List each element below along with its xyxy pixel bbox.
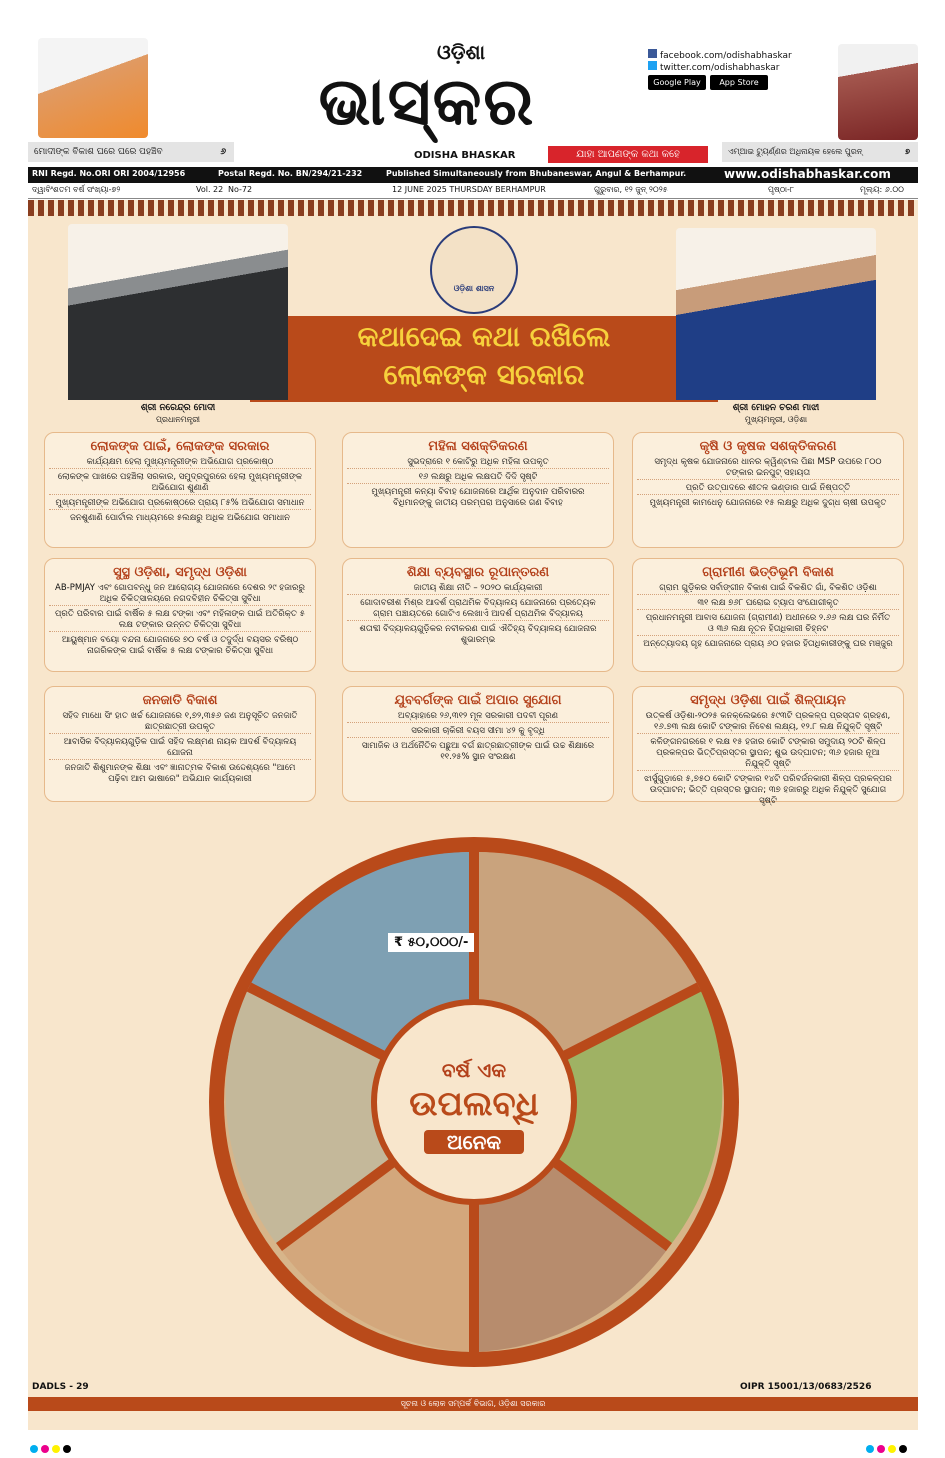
dadls-code: DADLS - 29 <box>32 1382 89 1392</box>
cheque-amount: ₹ ୫୦,୦୦୦/- <box>388 933 474 952</box>
year-number: ଦ୍ୱାବିଂଶତମ ବର୍ଷ ସଂଖ୍ୟା-୭୨ <box>32 185 121 194</box>
odisha-emblem-icon <box>430 226 518 314</box>
achievement-box-line: ୩୧ ଲକ୍ଷ ୭୬୮ ଘରୋଇ ଟ୍ୟାପ ସଂଯୋଗୀକୃତ <box>637 598 899 610</box>
page-count: ପୃଷ୍ଠା-୮ <box>768 185 795 194</box>
achievement-box <box>342 432 614 548</box>
volume: Vol. 22 <box>196 185 224 194</box>
oipr-code: OIPR 15001/13/0683/2526 <box>740 1382 872 1392</box>
achievement-box-line: ଉତ୍କର୍ଷ ଓଡ଼ିଶା-୨୦୨୫ କନକ୍ଲେଭରେ ୫୯୩ଟି ପ୍ରକଳ୍ପ ପ୍ରସ୍ତାବ ଗ୍ରହଣ, ୧୬.୭୩ ଲକ୍ଷ କୋଟି ଟଙ୍କାର ନିବେଶ ଲକ୍ଷ୍ୟ, ୧୨.୮ ଲକ୍ଷ ନିଯୁକ୍ତି ସୃଷ୍ଟି <box>637 711 899 734</box>
headline-line-2: ଲୋକଙ୍କ ସରକାର <box>383 358 585 391</box>
achievement-box-line: ପ୍ରତି ପରିବାର ପାଇଁ ବାର୍ଷିକ ୫ ଲକ୍ଷ ଟଙ୍କା ଏବଂ ମହିଳାଙ୍କ ପାଇଁ ଅତିରିକ୍ତ ୫ ଲକ୍ଷ ଟଙ୍କାର ଉନ୍ନତ ଚିକିତ୍ସା ସୁବିଧା <box>49 609 311 632</box>
achievement-box-line: ଅବ୍ୟାହାରେ ୨୬,୩୧୨ ମୂଳ ସରକାରୀ ପଦବୀ ପୂରଣ <box>347 711 609 723</box>
postal-number: Postal Regd. No. BN/294/21-232 <box>218 169 363 178</box>
achievement-box-line: ସୁଭଦ୍ରାରେ ୧ କୋଟିରୁ ଅଧିକ ମହିଳା ଉପକୃତ <box>347 457 609 469</box>
achievement-box-line: ମୁଖ୍ୟମନ୍ତ୍ରୀ କନ୍ୟା ବିବାହ ଯୋଜନାରେ ଆର୍ଥିକ ଅନୁଦାନ ପରିବାରର ବିଧିମାନଙ୍କୁ ଜାତୀୟ ପରମ୍ପରା ଅନୁସାରେ ଗଣ ବିବାହ <box>371 487 585 508</box>
achievement-box <box>632 686 904 806</box>
achievement-box-line: ଜନଶୁଣାଣି ପୋର୍ଟାଲ ମାଧ୍ୟମରେ ୫ଲକ୍ଷରୁ ଅଧିକ ଅଭିଯୋଗ ସମାଧାନ <box>69 513 291 523</box>
achievement-box-line: ଜନଜାତି ଶିଶୁମାନଙ୍କ ଶିକ୍ଷା ଏବଂ ଜ୍ଞାନାତ୍ମକ ବିକାଶ ଉଦ୍ଦେଶ୍ୟରେ "ଆମେ ପଢ଼ିବା ଆମ ଭାଷାରେ" ଅଭିଯାନ କାର୍ଯ୍ୟକାରୀ <box>64 763 296 784</box>
masthead-logo <box>312 40 542 150</box>
achievement-box-line: କାର୍ଯ୍ୟକ୍ଷମ ହେଲା ମୁଖ୍ୟମନ୍ତ୍ରୀଙ୍କ ଅଭିଯୋଗ ପ୍ରକୋଷ୍ଠ <box>49 457 311 469</box>
achievement-box <box>44 686 316 802</box>
achievement-box-title: ଲୋକଙ୍କ ପାଇଁ, ଲୋକଙ୍କ ସରକାର <box>90 439 270 454</box>
cm-role: ମୁଖ୍ୟମନ୍ତ୍ରୀ, ଓଡ଼ିଶା <box>744 415 808 424</box>
achievement-box-title: ଗ୍ରାମୀଣ ଭିତ୍ତିଭୂମି ବିକାଶ <box>702 565 834 580</box>
achievement-box-title: ସମୃଦ୍ଧ ଓଡ଼ିଶା ପାଇଁ ଶିଳ୍ପାୟନ <box>690 693 846 708</box>
achievement-box <box>44 432 316 548</box>
achievement-box-line: ଅନ୍ତ୍ୟୋଦୟ ଗୃହ ଯୋଜନାରେ ପ୍ରାୟ ୬୦ ହଜାର ହିତାଧିକାରୀଙ୍କୁ ଘର ମଞ୍ଜୁର <box>643 639 893 649</box>
wheel-title-top: ବର୍ଷ ଏକ <box>441 1058 507 1082</box>
twitter-link[interactable]: twitter.com/odishabhaskar <box>648 61 780 73</box>
achievement-box-line: ପ୍ରତି ଉତ୍ପାଦରେ ଶୀତଳ ଭଣ୍ଡାର ପାଇଁ ନିଷ୍ପତ୍ତି <box>637 483 899 495</box>
facebook-link[interactable]: facebook.com/odishabhaskar <box>648 49 792 61</box>
achievement-box-title: ଯୁବବର୍ଗଙ୍କ ପାଇଁ ଅପାର ସୁଯୋଗ <box>394 693 562 708</box>
achievement-box-line: ସହିଦ ମାଧୋ ସିଂ ହାତ ଖର୍ଚ୍ଚ ଯୋଜନାରେ ୧,୭୨,୩୫୬ ଜଣ ଅନୁସୂଚିତ ଜନଜାତି ଛାତ୍ରଛାତ୍ରୀ ଉପକୃତ <box>49 711 311 734</box>
achievement-box <box>342 558 614 672</box>
achievement-box-line: ଗ୍ରାମ ଗୁଡ଼ିକର ସର୍ବାଙ୍ଗୀନ ବିକାଶ ପାଇଁ ବିକଶିତ ଗାଁ, ବିକଶିତ ଓଡ଼ିଶା <box>637 583 899 595</box>
achievement-box <box>632 432 904 548</box>
pm-portrait-photo <box>68 224 288 400</box>
achievement-box-line: ଝାର୍ସୁଗୁଡ଼ାରେ ୫,୭୫୦ କୋଟି ଟଙ୍କାର ୧୪ଟି ପରିବର୍ଜନକାରୀ ଶିଳ୍ପ ପ୍ରକଳ୍ପର ଉଦ୍‌ଘାଟନ; ଭିତ୍ତି ପ୍ରସ୍ତର ସ୍ଥାପନ; ୩୭ ହଜାରରୁ ଅଧିକ ନିଯୁକ୍ତି ସୁଯୋଗ ସୃଷ୍ଟି <box>644 774 892 806</box>
english-name: ODISHA BHASKAR <box>414 150 516 161</box>
wheel-title-bottom: ଅନେକ <box>424 1130 524 1154</box>
achievement-box-line: ଲୋକଙ୍କ ପାଖରେ ପହଞ୍ଚିଲା ସରକାର, ସମୁଦ୍ରପୁରରେ ହେଲା ମୁଖ୍ୟମନ୍ତ୍ରୀଙ୍କ ଅଭିଯୋଗ ଶୁଣାଣି <box>49 472 311 495</box>
achievement-box-line: କଳିଙ୍ଗନଗରରେ ୧ ଲକ୍ଷ ୧୫ ହଜାର କୋଟି ଟଙ୍କାର ସମୁଦାୟ ୨୦ଟି ଶିଳ୍ପ ପ୍ରକଳ୍ପର ଭିତ୍ତିପ୍ରସ୍ତର ସ୍ଥାପନ; ଶୁଭ ଉଦ୍‌ଘାଟନ; ୩୬ ହଜାର ନୂଆ ନିଯୁକ୍ତି ସୃଷ୍ଟି <box>637 737 899 771</box>
app-store-badge[interactable]: App Store <box>710 75 768 90</box>
odia-date: ଗୁରୁବାର, ୧୨ ଜୁନ୍ ୨୦୨୫ <box>594 185 668 194</box>
google-play-badge[interactable]: Google Play <box>648 75 706 90</box>
achievement-box-title: ଶିକ୍ଷା ବ୍ୟବସ୍ଥାର ରୂପାନ୍ତରଣ <box>406 565 550 580</box>
achievement-box-line: ଆବାସିକ ବିଦ୍ୟାଳୟଗୁଡ଼ିକ ପାଇଁ ସହିଦ ଲକ୍ଷ୍ମଣ ନାୟକ ଆଦର୍ଶ ବିଦ୍ୟାଳୟ ଯୋଜନା <box>49 737 311 760</box>
government-advertisement <box>28 200 918 1430</box>
tagline: ଯାହା ଆପଣଙ୍କ କଥା କହେ <box>548 146 708 163</box>
achievement-box-line: ୧୬ ଲକ୍ଷରୁ ଅଧିକ ଲକ୍ଷପତି ଦିଦି ସୃଷ୍ଟି <box>347 472 609 484</box>
left-teaser[interactable]: ମୋଦୀଙ୍କ ବିକାଶ ଘରେ ଘରେ ପହଞ୍ଚିବ ୬ <box>28 142 234 162</box>
right-cricketer-photo <box>838 44 918 140</box>
left-teaser-page: ୬ <box>220 147 226 157</box>
achievement-box <box>632 558 904 672</box>
masthead-top-word: ଓଡ଼ିଶା <box>436 40 486 64</box>
pm-name: ଶ୍ରୀ ନରେନ୍ଦ୍ର ମୋଦୀ <box>140 403 216 413</box>
achievement-box-line: ସରକାରୀ ଚାକିରୀ ବୟସ ସୀମା ୪୨ କୁ ବୃଦ୍ଧି <box>347 726 609 738</box>
cm-name: ଶ୍ରୀ ମୋହନ ଚରଣ ମାଝୀ <box>732 403 820 413</box>
achievement-box-title: ଜନଜାତି ବିକାଶ <box>142 693 218 708</box>
achievement-box-title: ମହିଳା ସଶକ୍ତିକରଣ <box>428 439 528 454</box>
masthead-main-word: ଭାସ୍କର <box>318 63 536 140</box>
achievement-box-title: କୃଷି ଓ କୃଷକ ସଶକ୍ତିକରଣ <box>699 439 837 454</box>
achievement-box-line: ସାମାଜିକ ଓ ଅର୍ଥନୈତିକ ପଛୁଆ ବର୍ଗ ଛାତ୍ରଛାତ୍ରୀଙ୍କ ପାଇଁ ଉଚ୍ଚ ଶିକ୍ଷାରେ ୧୧.୨୫% ସ୍ଥାନ ସଂରକ୍ଷଣ <box>361 741 595 762</box>
achievement-box-line: ମୁଖ୍ୟମନ୍ତ୍ରୀ କାମଧେନୁ ଯୋଜନାରେ ୧୫ ଲକ୍ଷରୁ ଅଧିକ ଦୁଗ୍ଧ ଚାଷୀ ଉପକୃତ <box>649 498 887 508</box>
achievement-box-line: ସମୃଦ୍ଧ କୃଷକ ଯୋଜନାରେ ଧାନର କ୍ୱିଣ୍ଟାଲ ପିଛା MSP ଉପରେ ୮୦୦ ଟଙ୍କାର ଇନପୁଟ୍ ସହାୟତା <box>637 457 899 480</box>
achievement-box-line: ମୁଖ୍ୟମନ୍ତ୍ରୀଙ୍କ ଅଭିଯୋଗ ପ୍ରକୋଷ୍ଠରେ ପ୍ରାୟ ୮୫% ଅଭିଯୋଗ ସମାଧାନ <box>49 498 311 510</box>
achievement-box-line: ଜାତୀୟ ଶିକ୍ଷା ନୀତି – ୨୦୨୦ କାର୍ଯ୍ୟକାରୀ <box>347 583 609 595</box>
right-teaser[interactable]: ଏମ୍‌ଆଇ ଟ୍ୟୁର୍ଣ୍ଣର ଅଧିନାୟକ ହେଲେ ପୁରନ୍ ୭ <box>722 142 918 162</box>
decorative-border <box>28 200 918 216</box>
achievement-box-title: ସୁସ୍ଥ ଓଡ଼ିଶା, ସମୃଦ୍ଧ ଓଡ଼ିଶା <box>113 565 247 580</box>
website[interactable]: www.odishabhaskar.com <box>724 167 891 181</box>
headline-line-1: କଥାଦେଇ କଥା ରଖିଲେ <box>357 320 611 353</box>
pm-role: ପ୍ରଧାନମନ୍ତ୍ରୀ <box>155 415 201 424</box>
issue-number: No-72 <box>228 185 253 194</box>
issue-info-row <box>28 184 918 199</box>
facebook-icon <box>648 49 657 58</box>
achievement-box <box>44 558 316 672</box>
wheel-title-mid: ଉପଲବ୍ଧି <box>409 1084 539 1124</box>
footer-department: ସୂଚନା ଓ ଲୋକ ସମ୍ପର୍କ ବିଭାଗ, ଓଡ଼ିଶା ସରକାର <box>28 1397 918 1411</box>
published-note: Published Simultaneously from Bhubaneswar, Angul & Berhampur. <box>386 169 687 178</box>
registration-dots-right <box>866 1438 910 1457</box>
registration-strip <box>28 167 918 183</box>
achievement-box <box>342 686 614 802</box>
registration-dots-left <box>30 1438 74 1457</box>
price: ମୂଲ୍ୟ: ୬.୦୦ <box>860 185 904 194</box>
rni-number: RNI Regd. No.ORI ORI 2004/12956 <box>32 169 186 178</box>
achievement-box-line: ଗୋଦାବରୀଶ ମିଶ୍ର ଆଦର୍ଶ ପ୍ରାଥମିକ ବିଦ୍ୟାଳୟ ଯୋଜନାରେ ପ୍ରତ୍ୟେକ ଗ୍ରାମ ପଞ୍ଚାୟତରେ ଗୋଟିଏ ଲେଖାଏଁ ଆଦର୍ଶ ପ୍ରାଥମିକ ବିଦ୍ୟାଳୟ <box>347 598 609 621</box>
achievement-box-line: ଶତାବ୍ଦୀ ବିଦ୍ୟାଳୟଗୁଡ଼ିକର ନବୀକରଣ ପାଇଁ ଐତିହ୍ୟ ବିଦ୍ୟାଳୟ ଯୋଜନାର ଶୁଭାରମ୍ଭ <box>359 624 597 645</box>
right-teaser-page: ୭ <box>905 147 910 156</box>
issue-date: 12 JUNE 2025 THURSDAY BERHAMPUR <box>392 185 546 194</box>
twitter-icon <box>648 61 657 70</box>
emblem-text: ଓଡ଼ିଶା ଶାସନ <box>453 284 495 293</box>
achievement-box-line: AB-PMJAY ଏବଂ ଗୋପବନ୍ଧୁ ଜନ ଆରୋଗ୍ୟ ଯୋଜନାରେ ଦେଶର ୨୯ ହଜାରରୁ ଅଧିକ ଚିକିତ୍ସାଳୟରେ ନଗଦବିହୀନ ଚିକିତ୍ସା ସୁବିଧା <box>49 583 311 606</box>
left-portrait-photo <box>38 38 148 138</box>
headline <box>250 318 718 394</box>
achievement-box-line: ଆୟୁଷ୍ମାନ ବୟୋ ବନ୍ଦନା ଯୋଜନାରେ ୭୦ ବର୍ଷ ଓ ତଦୁର୍ଦ୍ଧ ବୟସର ବରିଷ୍ଠ ନାଗରିକଙ୍କ ପାଇଁ ବାର୍ଷିକ ୫ ଲକ୍ଷ ଟଙ୍କାର ଚିକିତ୍ସା ସୁବିଧା <box>61 635 299 656</box>
achievement-box-line: ପ୍ରଧାନମନ୍ତ୍ରୀ ଆବାସ ଯୋଜନା (ଗ୍ରାମୀଣ) ଅଧୀନରେ ୨.୬୬ ଲକ୍ଷ ଘର ନିର୍ମିତ ଓ ୩୬ ଲକ୍ଷ ନୂତନ ହିତାଧିକାରୀ ଚିହ୍ନଟ <box>637 613 899 636</box>
cm-portrait-photo <box>676 228 876 400</box>
